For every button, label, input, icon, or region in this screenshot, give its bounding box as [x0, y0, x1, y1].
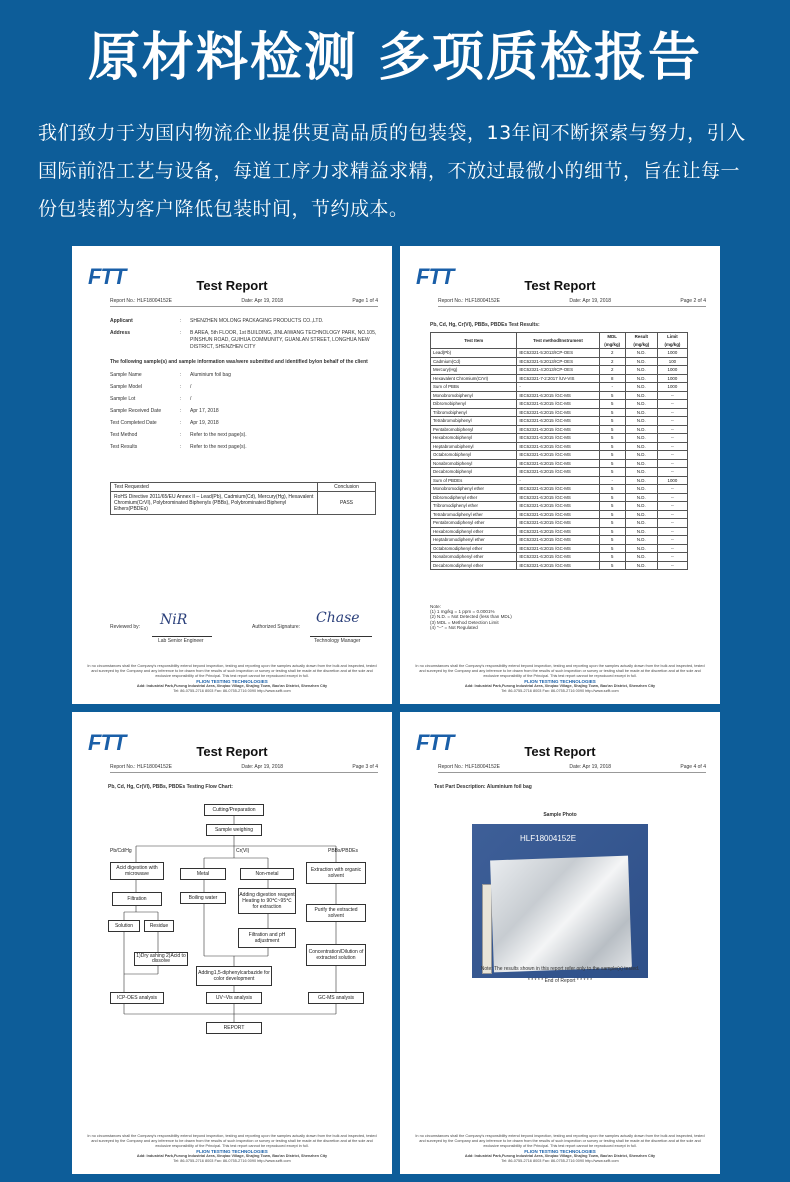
table-cell: N.D. [625, 536, 657, 545]
table-cell: 5 [599, 553, 625, 562]
field-label: Sample Name [110, 372, 142, 378]
table-row [431, 476, 688, 485]
table-cell: Heptabromodiphenyl ether [431, 536, 517, 545]
report-number: Report No.: HLF18004152E [110, 764, 172, 770]
applicant-label: Applicant [110, 318, 133, 324]
table-cell: Sum of PBDEs [431, 476, 517, 485]
table-cell: 1000 [657, 476, 687, 485]
report-date: Date: Apr 19, 2018 [241, 298, 284, 304]
col-header: MDL (mg/kg) [599, 333, 625, 349]
table-row [431, 442, 688, 451]
table-row [431, 561, 688, 570]
field-label: Sample Model [110, 384, 142, 390]
report-title: Test Report [524, 744, 596, 759]
applicant-value: SHENZHEN MOLONG PACKAGING PRODUCTS CO.,LTD. [190, 318, 324, 324]
table-cell: N.D. [625, 451, 657, 460]
table-row [431, 510, 688, 519]
footer-company: FLION TESTING TECHNOLOGIES [524, 679, 596, 684]
reviewer-signature: NiR [160, 612, 188, 628]
report-title: Test Report [524, 278, 596, 293]
flow-node-diphenyl: Adding1,5-diphenylcarbazide for color development [196, 966, 272, 986]
table-cell: -- [657, 536, 687, 545]
table-cell: IEC62321-6:2015 /GC-MS [517, 553, 599, 562]
flow-node-report: REPORT [206, 1022, 262, 1034]
table-row [431, 434, 688, 443]
table-cell: 2 [599, 357, 625, 366]
report-number: Report No.: HLF18004152E [438, 298, 500, 304]
table-cell: -- [657, 553, 687, 562]
table-cell: N.D. [625, 502, 657, 511]
flow-node-dry: 1)Dry ashing 2)Acid to dissolve [134, 952, 188, 966]
flow-node-acid: Acid digestion with microwave [110, 862, 164, 880]
ftt-logo: FTT [416, 264, 454, 289]
table-cell: -- [657, 442, 687, 451]
footer-contact: Tel: 86-0755-2716 8003 Fax: 86-0755-2716 0090 http://www.szflt.com [501, 689, 619, 693]
table-cell: IEC62321-6:2015 /GC-MS [517, 408, 599, 417]
table-cell: -- [657, 451, 687, 460]
table-row [431, 485, 688, 494]
table-cell: IEC62321-6:2015 /GC-MS [517, 451, 599, 460]
table-cell: IEC62321-4:2013/ICP-OES [517, 366, 599, 375]
part-description: Test Part Description: Aluminium foil bag [434, 784, 532, 790]
field-value: Apr 17, 2018 [190, 408, 219, 414]
table-cell: IEC62321-6:2015 /GC-MS [517, 425, 599, 434]
report-page-4 [400, 712, 720, 1174]
table-cell: 1000 [657, 349, 687, 358]
table-row [431, 357, 688, 366]
report-footer [414, 1134, 706, 1164]
page-number: Page 2 of 4 [680, 298, 706, 304]
report-title: Test Report [196, 744, 268, 759]
table-cell: Tribromobiphenyl [431, 408, 517, 417]
table-cell: 5 [599, 434, 625, 443]
table-row [431, 468, 688, 477]
footer-address: Add: Industrial Park,Furong Industrial Area, Xinqiao Village, Shajing Town, Bao'an District, Shenzhen City [464, 1154, 656, 1158]
table-cell: N.D. [625, 442, 657, 451]
flow-node-uv: UV~Vis analysis [206, 992, 262, 1004]
table-cell: 5 [599, 391, 625, 400]
flow-node-gcms: GC-MS analysis [308, 992, 364, 1004]
table-cell: 2 [599, 366, 625, 375]
page-title: 原材料检测 多项质检报告 [87, 28, 703, 88]
table-cell: 5 [599, 459, 625, 468]
field-value: / [190, 384, 192, 390]
table-cell: N.D. [625, 493, 657, 502]
table-row [431, 408, 688, 417]
flow-node-purify: Purify the extracted solvent [306, 904, 366, 922]
table-cell: 5 [599, 442, 625, 451]
report-date: Date: Apr 19, 2018 [241, 764, 284, 770]
table-cell: N.D. [625, 391, 657, 400]
table-cell: Lead(Pb) [431, 349, 517, 358]
footer-company: FLION TESTING TECHNOLOGIES [196, 1149, 268, 1154]
table-cell: IEC62321-6:2015 /GC-MS [517, 434, 599, 443]
field-label: Sample Lot [110, 396, 136, 402]
report-page-3 [72, 712, 392, 1174]
field-label: Test Method [110, 432, 138, 438]
flow-node-residue: Residue [144, 920, 174, 932]
table-cell: 5 [599, 417, 625, 426]
table-cell: 5 [599, 408, 625, 417]
conclusion-header: Conclusion [318, 483, 376, 492]
table-cell: -- [657, 417, 687, 426]
table-cell: IEC62321-6:2015 /GC-MS [517, 468, 599, 477]
foil-bag [490, 856, 632, 973]
table-cell: -- [657, 527, 687, 536]
table-cell: Octabromobiphenyl [431, 451, 517, 460]
table-row [431, 519, 688, 528]
table-cell: N.D. [625, 468, 657, 477]
page-number: Page 1 of 4 [352, 298, 378, 304]
table-cell: -- [657, 561, 687, 570]
table-cell: N.D. [625, 561, 657, 570]
report-meta [110, 298, 378, 307]
table-cell: -- [657, 400, 687, 409]
table-cell: N.D. [625, 553, 657, 562]
footer-company: FLION TESTING TECHNOLOGIES [524, 1149, 596, 1154]
col-header: Result (mg/kg) [625, 333, 657, 349]
report-page-2 [400, 246, 720, 704]
table-cell: -- [657, 468, 687, 477]
field-value: Refer to the next page(s). [190, 432, 247, 438]
table-cell: Nonabromodiphenyl ether [431, 553, 517, 562]
table-cell: - [517, 383, 599, 392]
flow-node-filtration: Filtration [112, 892, 162, 906]
flow-node-weighing: Sample weighing [206, 824, 262, 836]
table-cell: IEC62321-6:2015 /GC-MS [517, 527, 599, 536]
table-cell: IEC62321-6:2015 /GC-MS [517, 417, 599, 426]
flow-node-extraction: Extraction with organic solvent [306, 862, 366, 884]
address-label: Address [110, 330, 131, 336]
table-cell: IEC62321-7-2:2017 /UV-VIS [517, 374, 599, 383]
flow-heading: Pb, Cd, Hg, Cr(VI), PBBs, PBDEs Testing Flow Chart: [108, 784, 233, 790]
field-label: Sample Received Date [110, 408, 162, 414]
table-cell: 5 [599, 493, 625, 502]
flow-node-solution: Solution [108, 920, 140, 932]
table-cell: N.D. [625, 544, 657, 553]
table-cell: IEC62321-6:2015 /GC-MS [517, 493, 599, 502]
footer-company: FLION TESTING TECHNOLOGIES [196, 679, 268, 684]
col-header: Test Item [431, 333, 517, 349]
conclusion-value: PASS [318, 492, 376, 515]
table-cell: - [517, 476, 599, 485]
table-cell: 8 [599, 374, 625, 383]
table-cell: 5 [599, 502, 625, 511]
reviewed-by: Reviewed by: [110, 624, 141, 630]
reviewer-title: Lab Senior Engineer [158, 638, 204, 644]
note-line: (2) N.D. = Not Detected (less than MDL) [430, 614, 512, 620]
note-line: (3) MDL = Method Detection Limit [430, 619, 499, 625]
table-row [431, 502, 688, 511]
results-notes [430, 604, 512, 630]
table-cell: 5 [599, 561, 625, 570]
table-cell: Octabromodiphenyl ether [431, 544, 517, 553]
table-cell: Decabromodiphenyl ether [431, 561, 517, 570]
table-cell: -- [657, 391, 687, 400]
photo-label: HLF18004152E [520, 834, 577, 843]
table-header-row [431, 333, 688, 349]
table-cell: -- [657, 493, 687, 502]
table-cell: -- [657, 434, 687, 443]
table-cell: 5 [599, 451, 625, 460]
table-cell: N.D. [625, 476, 657, 485]
table-cell: N.D. [625, 519, 657, 528]
results-table [430, 332, 688, 570]
photo-note: Note: The results shown in this report refer only to the sample(s) tested. [480, 966, 640, 972]
table-cell: 5 [599, 400, 625, 409]
table-cell: N.D. [625, 357, 657, 366]
report-meta [438, 298, 706, 307]
table-cell: N.D. [625, 383, 657, 392]
table-row [431, 400, 688, 409]
table-cell: IEC62321-6:2015 /GC-MS [517, 544, 599, 553]
table-cell: IEC62321-6:2015 /GC-MS [517, 561, 599, 570]
note-line: (1) 1 mg/kg = 1 ppm = 0.0001% [430, 609, 495, 615]
table-row [431, 366, 688, 375]
table-row [431, 553, 688, 562]
table-row [431, 417, 688, 426]
page-number: Page 3 of 4 [352, 764, 378, 770]
table-cell: -- [657, 425, 687, 434]
table-cell: N.D. [625, 366, 657, 375]
table-cell: Heptabromobiphenyl [431, 442, 517, 451]
table-cell: Hexabromobiphenyl [431, 434, 517, 443]
ftt-logo: FTT [416, 730, 454, 755]
table-cell: Tetrabromobiphenyl [431, 417, 517, 426]
footer-address: Add: Industrial Park,Furong Industrial Area, Xinqiao Village, Shajing Town, Bao'an District, Shenzhen City [136, 684, 328, 688]
table-cell: Dibromodiphenyl ether [431, 493, 517, 502]
table-cell: Pentabromodiphenyl ether [431, 519, 517, 528]
footer-disclaimer: In no circumstances shall the Company's responsibility extend beyond inspection, testing and reporting upon the samples actually drawn from the bulk and inspected, tested and surveyed by the Company and any inference to be drawn from the results of such inspection or survey or testing shall be made at the discretion and at the sole and exclusive responsibility of the Principal. This test report cannot be reproduced except in full. [415, 664, 705, 678]
table-cell: Decabromobiphenyl [431, 468, 517, 477]
table-cell: 100 [657, 357, 687, 366]
footer-contact: Tel: 86-0755-2716 8003 Fax: 86-0755-2716 0090 http://www.szflt.com [173, 689, 291, 693]
footer-disclaimer: In no circumstances shall the Company's responsibility extend beyond inspection, testing and reporting upon the samples actually drawn from the bulk and inspected, tested and surveyed by the Company and any inference to be drawn from the results of such inspection or survey or testing shall be made at the discretion and at the sole and exclusive responsibility of the Principal. This test report cannot be reproduced except in full. [87, 664, 377, 678]
table-cell: Tetrabromodiphenyl ether [431, 510, 517, 519]
report-footer [86, 664, 378, 694]
table-cell: N.D. [625, 527, 657, 536]
flow-label-crvi: Cr(VI) [236, 848, 250, 854]
table-cell: -- [657, 544, 687, 553]
table-row [431, 349, 688, 358]
table-cell: 5 [599, 519, 625, 528]
table-cell: N.D. [625, 425, 657, 434]
table-cell: N.D. [625, 349, 657, 358]
intro-paragraph: 我们致力于为国内物流企业提供更高品质的包装袋，13年间不断探索与努力，引入国际前沿工艺与设备，每道工序力求精益求精，不放过最微小的细节，旨在让每一份包装都为客户降低包装时间，节约成本。 [38, 122, 746, 220]
table-cell: IEC62321-6:2015 /GC-MS [517, 459, 599, 468]
table-cell: Hexabromodiphenyl ether [431, 527, 517, 536]
table-row [431, 451, 688, 460]
field-label: Test Results [110, 444, 138, 450]
footer-address: Add: Industrial Park,Furong Industrial Area, Xinqiao Village, Shajing Town, Bao'an District, Shenzhen City [464, 684, 656, 688]
footer-contact: Tel: 86-0755-2716 8003 Fax: 86-0755-2716 0090 http://www.szflt.com [501, 1159, 619, 1163]
table-cell: -- [657, 485, 687, 494]
table-cell: N.D. [625, 510, 657, 519]
requested-table [110, 482, 376, 515]
footer-disclaimer: In no circumstances shall the Company's responsibility extend beyond inspection, testing and reporting upon the samples actually drawn from the bulk and inspected, tested and surveyed by the Company and any inference to be drawn from the results of such inspection or survey or testing shall be made at the discretion and at the sole and exclusive responsibility of the Principal. This test report cannot be reproduced except in full. [415, 1134, 705, 1148]
table-row [431, 544, 688, 553]
table-cell: Hexavalent Chromium(CrVI) [431, 374, 517, 383]
report-meta [438, 764, 706, 773]
report-footer [86, 1134, 378, 1164]
table-cell: Tribromodiphenyl ether [431, 502, 517, 511]
sample-intro: The following sample(s) and sample information was/were submitted and identified by/on behalf of the client [110, 359, 368, 365]
flow-node-nonmetal: Non-metal [240, 868, 294, 880]
col-header: Limit (mg/kg) [657, 333, 687, 349]
field-value: Aluminium foil bag [190, 372, 231, 378]
table-cell: IEC62321-6:2015 /GC-MS [517, 536, 599, 545]
table-cell: N.D. [625, 374, 657, 383]
signature-line [152, 636, 212, 637]
field-value: Apr 19, 2018 [190, 420, 219, 426]
table-cell: -- [657, 459, 687, 468]
flow-node-adding: Adding digestion reagent Heating to 90℃~95℃ for extraction [238, 888, 296, 914]
report-number: Report No.: HLF18004152E [438, 764, 500, 770]
flow-node-concentration: Concentration/Dilution of extracted solution [306, 944, 366, 966]
table-cell: Sum of PBBs [431, 383, 517, 392]
flow-node-cutting: Cutting/Preparation [204, 804, 264, 816]
applicant-block: Applicant : SHENZHEN MOLONG PACKAGING PRODUCTS CO.,LTD. Address : B AREA, 5th FLOOR, 1st BUILDING, JINLAIWANG TECHNOLOGY PARK, NO.105, PINSHUN ROAD, GUIHUA COMMUNITY, GUANLAN STREET, LONGHUA NEW DISTRICT, SHENZHEN CITY The following sample(s) and sample information was/were submitted and identified by/on behalf of the client Sample Name : Aluminium foil bag Sample Model : / Sample Lot : / Sample Received Date : Apr 17, 2018 Test Completed Date : Apr 19, 2018 Test Method : Refer to the next page(s). Test Results : Refer to the next page(s). [110, 318, 377, 450]
note-line: Note: [430, 604, 441, 609]
table-row [431, 527, 688, 536]
flow-node-metal: Metal [180, 868, 226, 880]
field-value: / [190, 396, 192, 402]
table-cell: Cadmium(Cd) [431, 357, 517, 366]
photo-title: Sample Photo [543, 812, 577, 818]
table-cell: 5 [599, 544, 625, 553]
table-cell: 5 [599, 468, 625, 477]
footer-contact: Tel: 86-0755-2716 8003 Fax: 86-0755-2716 0090 http://www.szflt.com [173, 1159, 291, 1163]
note-line: (4) "--" = Not Regulated [430, 624, 478, 630]
table-row [431, 374, 688, 383]
table-cell: Monobromobiphenyl [431, 391, 517, 400]
flow-node-icp: ICP-OES analysis [110, 992, 164, 1004]
col-header: Test method/Instrument [517, 333, 599, 349]
table-cell: -- [657, 519, 687, 528]
ftt-logo: FTT [88, 264, 126, 289]
table-cell: N.D. [625, 417, 657, 426]
report-footer [414, 664, 706, 694]
report-number: Report No.: HLF18004152E [110, 298, 172, 304]
address-value: B AREA, 5th FLOOR, 1st BUILDING, JINLAIWANG TECHNOLOGY PARK, NO.105, PINSHUN ROAD, GUIHUA COMMUNITY, GUANLAN STREET, LONGHUA NEW DISTRICT, SHENZHEN CITY [190, 330, 377, 350]
end-of-report: * * * * * End of Report * * * * * [527, 978, 593, 984]
table-cell: -- [657, 502, 687, 511]
table-cell: N.D. [625, 434, 657, 443]
flow-connectors [72, 712, 392, 1174]
table-row [431, 536, 688, 545]
report-date: Date: Apr 19, 2018 [569, 298, 612, 304]
table-cell: 5 [599, 425, 625, 434]
signature-line [310, 636, 372, 637]
table-row [431, 493, 688, 502]
field-value: Refer to the next page(s). [190, 444, 247, 450]
footer-disclaimer: In no circumstances shall the Company's responsibility extend beyond inspection, testing and reporting upon the samples actually drawn from the bulk and inspected, tested and surveyed by the Company and any inference to be drawn from the results of such inspection or survey or testing shall be made at the discretion and at the sole and exclusive responsibility of the Principal. This test report cannot be reproduced except in full. [87, 1134, 377, 1148]
report-date: Date: Apr 19, 2018 [569, 764, 612, 770]
flow-label-pbcdhg: Pb/Cd/Hg [110, 848, 132, 854]
table-cell: N.D. [625, 485, 657, 494]
table-cell: IEC62321-6:2015 /GC-MS [517, 442, 599, 451]
table-cell: 1000 [657, 383, 687, 392]
requested-text: RoHS Directive 2011/65/EU Annex II – Lead(Pb), Cadmium(Cd), Mercury(Hg), Hexavalent Chromium(CrVI), Polybrominated Biphenyls (PBBs), Polybrominated Biphenyl Ethers(PBDEs) [111, 492, 318, 515]
table-cell: IEC62321-6:2015 /GC-MS [517, 400, 599, 409]
table-cell: 1000 [657, 366, 687, 375]
table-cell: - [599, 476, 625, 485]
table-cell: IEC62321-5:2013/ICP-OES [517, 349, 599, 358]
table-cell: Dibromobiphenyl [431, 400, 517, 409]
table-cell: N.D. [625, 400, 657, 409]
table-cell: IEC62321-6:2015 /GC-MS [517, 510, 599, 519]
table-cell: IEC62321-6:2015 /GC-MS [517, 485, 599, 494]
table-cell: - [599, 383, 625, 392]
table-cell: IEC62321-6:2015 /GC-MS [517, 519, 599, 528]
table-cell: 5 [599, 510, 625, 519]
table-row [431, 383, 688, 392]
table-cell: 5 [599, 527, 625, 536]
results-heading: Pb, Cd, Hg, Cr(VI), PBBs, PBDEs Test Results: [430, 322, 540, 328]
ftt-logo: FTT [88, 730, 126, 755]
table-cell: IEC62321-5:2013/ICP-OES [517, 357, 599, 366]
flow-node-boiling: Boiling water [180, 892, 226, 904]
footer-address: Add: Industrial Park,Furong Industrial Area, Xinqiao Village, Shajing Town, Bao'an District, Shenzhen City [136, 1154, 328, 1158]
table-cell: IEC62321-6:2015 /GC-MS [517, 391, 599, 400]
table-cell: -- [657, 510, 687, 519]
table-cell: 2 [599, 349, 625, 358]
field-label: Test Completed Date [110, 420, 157, 426]
table-cell: 5 [599, 485, 625, 494]
sample-photo [472, 824, 648, 978]
table-row [431, 425, 688, 434]
authorized-signature: Chase [316, 610, 360, 626]
table-cell: N.D. [625, 459, 657, 468]
authorized-title: Technology Manager [314, 638, 361, 644]
table-cell: Pentabromobiphenyl [431, 425, 517, 434]
table-cell: Monobromodiphenyl ether [431, 485, 517, 494]
flow-node-filtph: Filtration and pH adjustment [238, 928, 296, 948]
flow-label-pbbs: PBBs/PBDEs [328, 848, 359, 854]
table-cell: N.D. [625, 408, 657, 417]
table-row [431, 391, 688, 400]
table-row [431, 459, 688, 468]
table-cell: 1000 [657, 374, 687, 383]
report-title: Test Report [196, 278, 268, 293]
table-cell: -- [657, 408, 687, 417]
table-cell: IEC62321-6:2015 /GC-MS [517, 502, 599, 511]
table-cell: Nonabromobiphenyl [431, 459, 517, 468]
report-page-1 [72, 246, 392, 704]
table-cell: Mercury(Hg) [431, 366, 517, 375]
requested-header: Test Requested [111, 483, 318, 492]
page-number: Page 4 of 4 [680, 764, 706, 770]
authorized-label: Authorized Signature: [252, 624, 301, 630]
table-cell: 5 [599, 536, 625, 545]
